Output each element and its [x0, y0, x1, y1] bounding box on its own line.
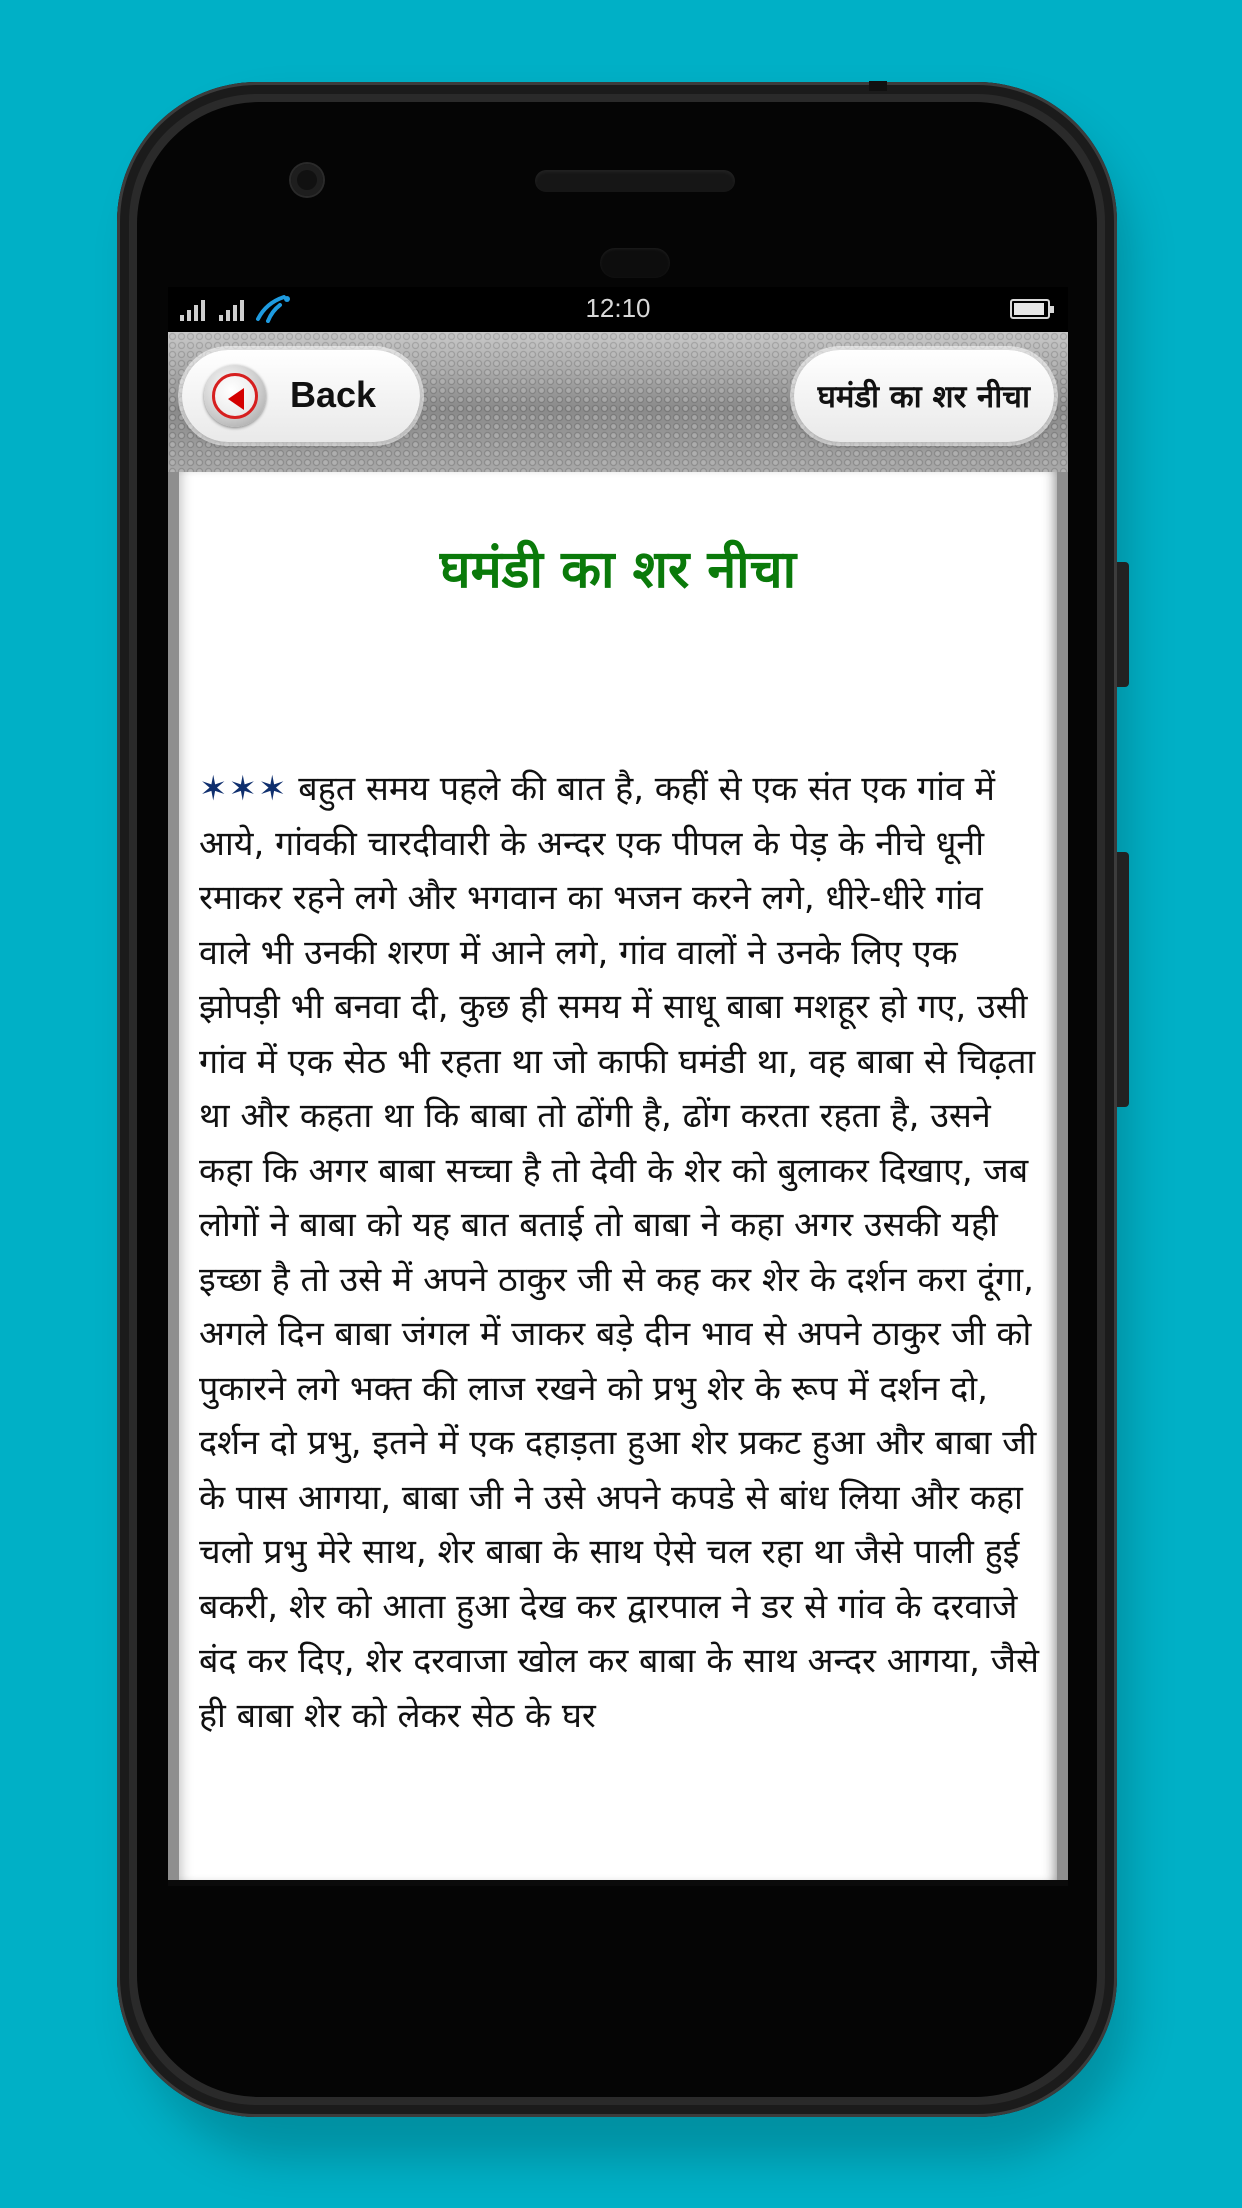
story-title: घमंडी का शर नीचा [439, 540, 797, 600]
phone-screen [168, 287, 1068, 1880]
story-content[interactable] [179, 472, 1057, 1880]
earpiece-speaker [535, 170, 735, 192]
front-camera-icon [291, 164, 323, 196]
back-button-label: Back [290, 374, 377, 415]
star-decoration-icon: ✶✶✶ [199, 769, 288, 809]
bottom-bezel [168, 1880, 1068, 1886]
content-frame [168, 472, 1068, 1880]
app-header [168, 332, 1068, 472]
phone-top-mark [869, 81, 887, 91]
status-bar [168, 287, 1068, 332]
power-button [1117, 852, 1129, 1107]
battery-icon [1010, 299, 1050, 319]
back-button[interactable] [182, 350, 420, 442]
volume-button [1117, 562, 1129, 687]
proximity-sensor [600, 248, 670, 278]
story-text: बहुत समय पहले की बात है, कहीं से एक संत एक गांव में आये, गांवकी चारदीवारी के अन्दर एक पीपल के पेड़ के नीचे धूनी रमाकर रहने लगे और भगवान का भजन करने लगे, धीरे-धीरे गांव वाले भी उनकी शरण में आने लगे, गांव वालों ने उनके लिए एक झोपड़ी भी बनवा दी, कुछ ही समय में साधू बाबा मशहूर हो गए, उसी गांव में एक सेठ भी रहता था जो काफी घमंडी था, वह बाबा से चिढ़ता था और कहता था कि बाबा तो ढोंगी है, ढोंग करता रहता है, उसने कहा कि अगर बाबा सच्चा है तो देवी के शेर को बुलाकर दिखाए, जब लोगों ने बाबा को यह बात बताई तो बाबा ने कहा अगर उसकी यही इच्छा है तो उसे में अपने ठाकुर जी से कह कर शेर के दर्शन करा दूंगा, अगले दिन बाबा जंगल में जाकर बड़े दीन भाव से अपने ठाकुर जी को पुकारने लगे भक्त की लाज रखने को प्रभु शेर के रूप में दर्शन दो, दर्शन दो प्रभु, इतने में एक दहाड़ता हुआ शेर प्रकट हुआ और बाबा जी के पास आगया, बाबा जी ने उसे अपने कपडे से बांध लिया और कहा चलो प्रभु मेरे साथ, शेर बाबा के साथ ऐसे चल रहा था जैसे पाली हुई बकरी, शेर को आता हुआ देख कर द्वारपाल ने डर से गांव के दरवाजे बंद कर दिए, शेर दरवाजा खोल कर बाबा के साथ अन्दर आगया, जैसे ही बाबा शेर को लेकर सेठ के घर [199, 769, 1040, 1736]
header-title: घमंडी का शर नीचा [794, 350, 1054, 442]
story-body [199, 762, 1044, 1743]
back-arrow-icon [204, 365, 266, 427]
status-time: 12:10 [585, 293, 651, 323]
